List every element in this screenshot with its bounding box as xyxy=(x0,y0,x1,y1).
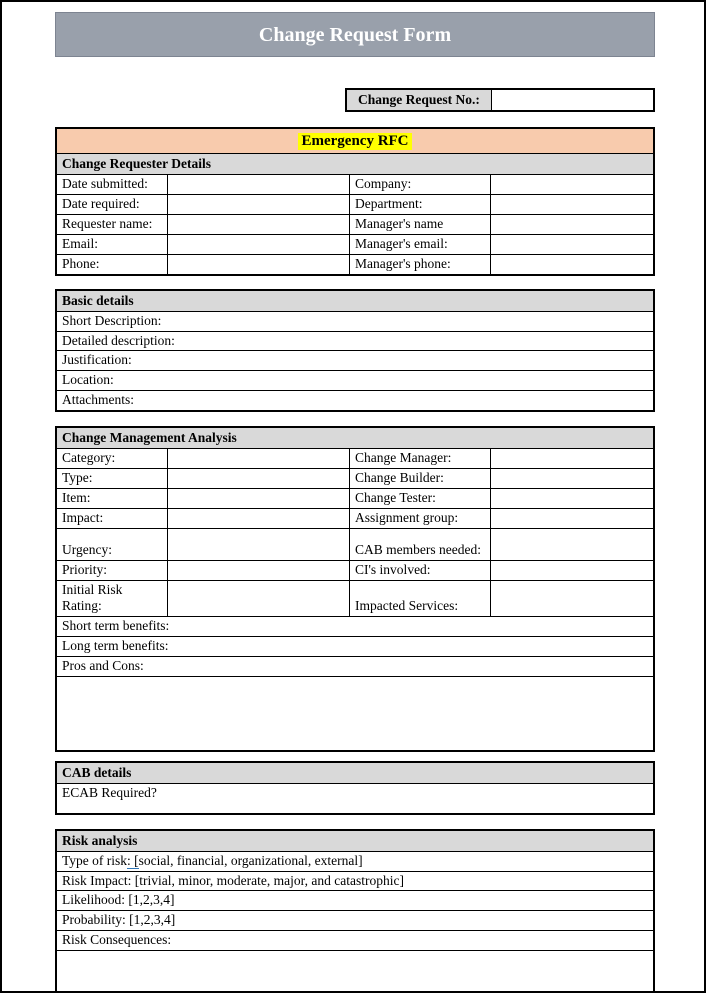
table-row xyxy=(57,370,653,390)
long-term-benefits-input[interactable] xyxy=(168,638,649,654)
cis-involved-input[interactable] xyxy=(490,561,653,580)
justification-label: Justification: xyxy=(62,352,132,368)
phone-input[interactable] xyxy=(167,255,349,274)
cab-members-needed-input[interactable] xyxy=(490,529,653,560)
table-row xyxy=(57,580,653,616)
impact-label: Impact: xyxy=(62,509,104,525)
cab-members-needed-label: CAB members needed: xyxy=(349,529,490,560)
table-row xyxy=(57,950,653,993)
table-row xyxy=(57,468,653,488)
requester-name-input[interactable] xyxy=(167,215,349,234)
short-term-benefits-input[interactable] xyxy=(169,618,649,634)
change-management-analysis-table xyxy=(55,426,655,751)
initial-risk-rating-label: Initial Risk Rating: xyxy=(62,581,123,613)
table-row xyxy=(57,851,653,871)
priority-label: Priority: xyxy=(62,561,108,577)
phone-label: Phone: xyxy=(62,255,100,271)
initial-risk-rating-input[interactable] xyxy=(167,581,349,616)
change-builder-input[interactable] xyxy=(490,469,653,488)
long-term-benefits-label: Long term benefits: xyxy=(62,637,169,653)
table-row xyxy=(57,676,653,750)
table-row xyxy=(57,174,653,194)
ecab-required-input[interactable] xyxy=(157,785,649,811)
table-row xyxy=(57,194,653,214)
risk-consequences-notes-input[interactable] xyxy=(57,951,653,993)
table-row xyxy=(57,560,653,580)
table-row xyxy=(57,930,653,950)
table-row xyxy=(57,871,653,891)
table-row xyxy=(57,331,653,351)
table-row xyxy=(57,656,653,676)
item-input[interactable] xyxy=(167,489,349,508)
attachments-input[interactable] xyxy=(134,392,649,408)
section-header-label: Change Management Analysis xyxy=(62,430,237,446)
change-manager-input[interactable] xyxy=(490,449,653,468)
basic-details-table xyxy=(55,289,655,413)
table-row xyxy=(57,783,653,813)
date-submitted-input[interactable] xyxy=(167,175,349,194)
impacted-services-label: Impacted Services: xyxy=(349,581,490,616)
emergency-rfc-banner xyxy=(57,129,653,153)
table-row xyxy=(57,910,653,930)
table-row xyxy=(57,528,653,560)
managers-phone-input[interactable] xyxy=(490,255,653,274)
justification-input[interactable] xyxy=(132,352,649,368)
table-row xyxy=(57,390,653,410)
type-of-risk-input[interactable] xyxy=(363,853,649,869)
table-row xyxy=(57,616,653,636)
likelihood-input[interactable] xyxy=(174,892,649,908)
impact-input[interactable] xyxy=(167,509,349,528)
company-label: Company: xyxy=(349,175,490,194)
change-manager-label: Change Manager: xyxy=(349,449,490,468)
risk-consequences-label: Risk Consequences: xyxy=(62,932,172,948)
section-header-label: Change Requester Details xyxy=(62,156,211,171)
table-row xyxy=(57,488,653,508)
category-label: Category: xyxy=(62,450,116,466)
change-builder-label: Change Builder: xyxy=(349,469,490,488)
detailed-description-input[interactable] xyxy=(175,333,649,349)
change-tester-input[interactable] xyxy=(490,489,653,508)
change-request-no-input[interactable] xyxy=(492,90,653,110)
managers-email-input[interactable] xyxy=(490,235,653,254)
assignment-group-input[interactable] xyxy=(490,509,653,528)
change-request-no-label: Change Request No.: xyxy=(347,90,492,110)
requester-details-table xyxy=(55,127,655,276)
category-input[interactable] xyxy=(167,449,349,468)
section-header-basic-details xyxy=(57,291,653,311)
managers-phone-label: Manager's phone: xyxy=(349,255,490,274)
location-input[interactable] xyxy=(114,372,649,388)
short-description-label: Short Description: xyxy=(62,312,162,328)
section-header-label: Basic details xyxy=(62,292,134,308)
email-input[interactable] xyxy=(167,235,349,254)
risk-impact-label: Risk Impact: [trivial, minor, moderate, major, and catastrophic] xyxy=(62,872,404,888)
email-label: Email: xyxy=(62,235,98,251)
managers-name-label: Manager's name xyxy=(349,215,490,234)
company-input[interactable] xyxy=(490,175,653,194)
change-tester-label: Change Tester: xyxy=(349,489,490,508)
table-row xyxy=(57,234,653,254)
impacted-services-input[interactable] xyxy=(490,581,653,616)
type-input[interactable] xyxy=(167,469,349,488)
form-title: Change Request Form xyxy=(258,24,452,46)
emergency-rfc-text: Emergency RFC xyxy=(298,133,411,150)
risk-impact-input[interactable] xyxy=(404,873,649,889)
cab-details-table xyxy=(55,761,655,815)
cis-involved-label: CI's involved: xyxy=(349,561,490,580)
requester-name-label: Requester name: xyxy=(62,215,153,231)
date-required-input[interactable] xyxy=(167,195,349,214)
table-row xyxy=(57,254,653,274)
section-header-risk-analysis xyxy=(57,831,653,851)
section-header-label: Risk analysis xyxy=(62,832,138,848)
change-request-no-box xyxy=(345,88,655,112)
priority-input[interactable] xyxy=(167,561,349,580)
location-label: Location: xyxy=(62,372,114,388)
probability-label: Probability: [1,2,3,4] xyxy=(62,912,176,928)
table-row xyxy=(57,350,653,370)
table-row xyxy=(57,508,653,528)
short-term-benefits-label: Short term benefits: xyxy=(62,617,170,633)
urgency-input[interactable] xyxy=(167,529,349,560)
assignment-group-label: Assignment group: xyxy=(349,509,490,528)
pros-and-cons-label: Pros and Cons: xyxy=(62,657,144,673)
table-row xyxy=(57,636,653,656)
department-input[interactable] xyxy=(490,195,653,214)
department-label: Department: xyxy=(349,195,490,214)
short-description-input[interactable] xyxy=(161,313,649,329)
type-label: Type: xyxy=(62,470,93,486)
item-label: Item: xyxy=(62,490,91,506)
date-submitted-label: Date submitted: xyxy=(62,176,148,191)
ecab-required-label: ECAB Required? xyxy=(62,784,157,800)
urgency-label: Urgency: xyxy=(62,541,112,557)
table-row xyxy=(57,448,653,468)
section-header-cab-details xyxy=(57,763,653,783)
date-required-label: Date required: xyxy=(62,195,140,211)
section-header-change-management-analysis xyxy=(57,428,653,448)
pros-and-cons-input[interactable] xyxy=(144,658,649,674)
detailed-description-label: Detailed description: xyxy=(62,332,175,348)
section-header-label: CAB details xyxy=(62,764,132,780)
managers-email-label: Manager's email: xyxy=(349,235,490,254)
managers-name-input[interactable] xyxy=(490,215,653,234)
grammar-check-underline: : [ xyxy=(127,852,139,868)
likelihood-label: Likelihood: [1,2,3,4] xyxy=(62,892,175,908)
attachments-label: Attachments: xyxy=(62,392,134,408)
probability-input[interactable] xyxy=(175,912,649,928)
type-of-risk-label: Type of risk: [social, financial, organizational, external] xyxy=(62,852,363,868)
risk-consequences-input[interactable] xyxy=(171,932,649,948)
table-row xyxy=(57,214,653,234)
risk-analysis-table xyxy=(55,829,655,993)
section-header-change-requester-details xyxy=(57,153,653,174)
form-title-bar xyxy=(55,12,655,57)
table-row xyxy=(57,890,653,910)
pros-and-cons-notes-input[interactable] xyxy=(57,677,653,750)
table-row xyxy=(57,311,653,331)
